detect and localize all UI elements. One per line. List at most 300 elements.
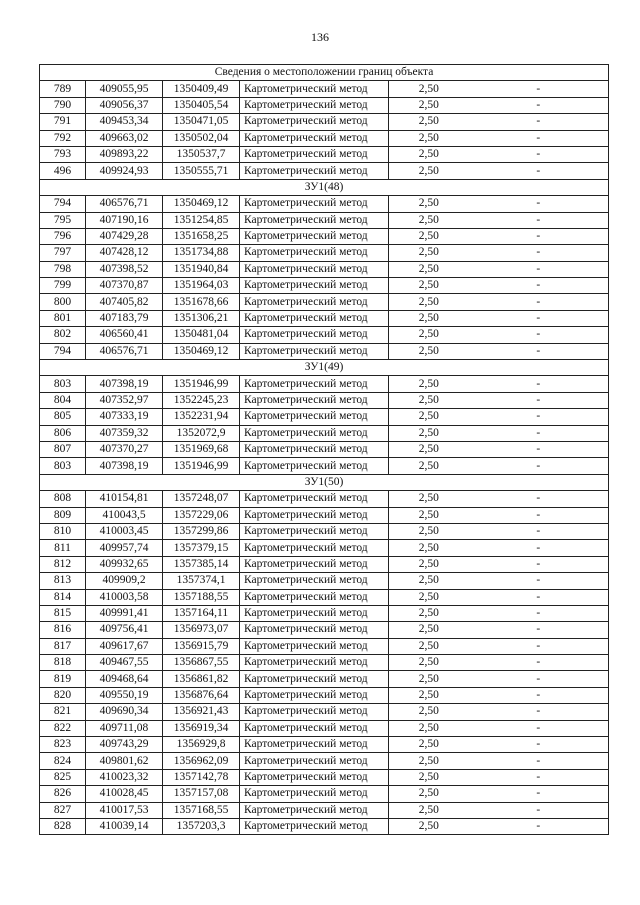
point-number-cell: 818 [40, 655, 86, 671]
note-cell: - [469, 392, 609, 408]
table-row [40, 425, 609, 441]
method-cell: Картометрический метод [240, 671, 389, 687]
y-coordinate-cell: 1350405,54 [163, 97, 240, 113]
table-header-row [40, 65, 609, 81]
y-coordinate-cell: 1356962,09 [163, 753, 240, 769]
method-cell: Картометрический метод [240, 196, 389, 212]
accuracy-cell: 2,50 [389, 130, 469, 146]
point-number-cell: 814 [40, 589, 86, 605]
y-coordinate-cell: 1357168,55 [163, 802, 240, 818]
point-number-cell: 820 [40, 687, 86, 703]
y-coordinate-cell: 1350502,04 [163, 130, 240, 146]
section-label: ЗУ1(50) [40, 474, 609, 490]
note-cell: - [469, 294, 609, 310]
coordinates-table [39, 64, 609, 835]
point-number-cell: 801 [40, 310, 86, 326]
accuracy-cell: 2,50 [389, 261, 469, 277]
method-cell: Картометрический метод [240, 540, 389, 556]
x-coordinate-cell: 410154,81 [86, 491, 163, 507]
method-cell: Картометрический метод [240, 278, 389, 294]
note-cell: - [469, 261, 609, 277]
accuracy-cell: 2,50 [389, 720, 469, 736]
accuracy-cell: 2,50 [389, 310, 469, 326]
table-row [40, 802, 609, 818]
note-cell: - [469, 769, 609, 785]
method-cell: Картометрический метод [240, 343, 389, 359]
x-coordinate-cell: 407398,52 [86, 261, 163, 277]
point-number-cell: 810 [40, 523, 86, 539]
x-coordinate-cell: 407398,19 [86, 376, 163, 392]
method-cell: Картометрический метод [240, 507, 389, 523]
x-coordinate-cell: 409453,34 [86, 114, 163, 130]
accuracy-cell: 2,50 [389, 228, 469, 244]
method-cell: Картометрический метод [240, 130, 389, 146]
method-cell: Картометрический метод [240, 228, 389, 244]
note-cell: - [469, 310, 609, 326]
note-cell: - [469, 540, 609, 556]
y-coordinate-cell: 1357142,78 [163, 769, 240, 785]
method-cell: Картометрический метод [240, 81, 389, 97]
point-number-cell: 821 [40, 704, 86, 720]
note-cell: - [469, 376, 609, 392]
note-cell: - [469, 130, 609, 146]
y-coordinate-cell: 1357299,86 [163, 523, 240, 539]
point-number-cell: 795 [40, 212, 86, 228]
y-coordinate-cell: 1350555,71 [163, 163, 240, 179]
method-cell: Картометрический метод [240, 704, 389, 720]
section-label-row [40, 360, 609, 376]
method-cell: Картометрический метод [240, 818, 389, 834]
x-coordinate-cell: 409756,41 [86, 622, 163, 638]
note-cell: - [469, 163, 609, 179]
method-cell: Картометрический метод [240, 523, 389, 539]
note-cell: - [469, 818, 609, 834]
point-number-cell: 799 [40, 278, 86, 294]
note-cell: - [469, 343, 609, 359]
y-coordinate-cell: 1356929,8 [163, 737, 240, 753]
x-coordinate-cell: 409617,67 [86, 638, 163, 654]
y-coordinate-cell: 1357385,14 [163, 556, 240, 572]
point-number-cell: 792 [40, 130, 86, 146]
accuracy-cell: 2,50 [389, 786, 469, 802]
table-row [40, 622, 609, 638]
point-number-cell: 790 [40, 97, 86, 113]
accuracy-cell: 2,50 [389, 212, 469, 228]
accuracy-cell: 2,50 [389, 671, 469, 687]
note-cell: - [469, 425, 609, 441]
accuracy-cell: 2,50 [389, 687, 469, 703]
note-cell: - [469, 753, 609, 769]
table-row [40, 441, 609, 457]
note-cell: - [469, 655, 609, 671]
accuracy-cell: 2,50 [389, 769, 469, 785]
method-cell: Картометрический метод [240, 310, 389, 326]
note-cell: - [469, 212, 609, 228]
y-coordinate-cell: 1357379,15 [163, 540, 240, 556]
method-cell: Картометрический метод [240, 802, 389, 818]
method-cell: Картометрический метод [240, 622, 389, 638]
table-row [40, 589, 609, 605]
point-number-cell: 824 [40, 753, 86, 769]
accuracy-cell: 2,50 [389, 409, 469, 425]
x-coordinate-cell: 409711,08 [86, 720, 163, 736]
method-cell: Картометрический метод [240, 687, 389, 703]
point-number-cell: 811 [40, 540, 86, 556]
table-row [40, 392, 609, 408]
point-number-cell: 825 [40, 769, 86, 785]
y-coordinate-cell: 1351306,21 [163, 310, 240, 326]
method-cell: Картометрический метод [240, 245, 389, 261]
point-number-cell: 789 [40, 81, 86, 97]
note-cell: - [469, 327, 609, 343]
y-coordinate-cell: 1352231,94 [163, 409, 240, 425]
method-cell: Картометрический метод [240, 786, 389, 802]
table-row [40, 458, 609, 474]
y-coordinate-cell: 1356876,64 [163, 687, 240, 703]
x-coordinate-cell: 409893,22 [86, 146, 163, 162]
x-coordinate-cell: 407429,28 [86, 228, 163, 244]
accuracy-cell: 2,50 [389, 441, 469, 457]
method-cell: Картометрический метод [240, 425, 389, 441]
table-row [40, 753, 609, 769]
table-title: Сведения о местоположении границ объекта [40, 65, 609, 81]
x-coordinate-cell: 410023,32 [86, 769, 163, 785]
method-cell: Картометрический метод [240, 114, 389, 130]
point-number-cell: 828 [40, 818, 86, 834]
y-coordinate-cell: 1351964,03 [163, 278, 240, 294]
note-cell: - [469, 245, 609, 261]
x-coordinate-cell: 409743,29 [86, 737, 163, 753]
note-cell: - [469, 458, 609, 474]
table-row [40, 818, 609, 834]
point-number-cell: 809 [40, 507, 86, 523]
accuracy-cell: 2,50 [389, 163, 469, 179]
accuracy-cell: 2,50 [389, 343, 469, 359]
x-coordinate-cell: 407398,19 [86, 458, 163, 474]
method-cell: Картометрический метод [240, 458, 389, 474]
note-cell: - [469, 81, 609, 97]
table-row [40, 376, 609, 392]
y-coordinate-cell: 1350537,7 [163, 146, 240, 162]
table-row [40, 278, 609, 294]
method-cell: Картометрический метод [240, 737, 389, 753]
y-coordinate-cell: 1357164,11 [163, 605, 240, 621]
point-number-cell: 794 [40, 196, 86, 212]
point-number-cell: 802 [40, 327, 86, 343]
note-cell: - [469, 409, 609, 425]
accuracy-cell: 2,50 [389, 818, 469, 834]
section-label-row [40, 179, 609, 195]
table-row [40, 97, 609, 113]
accuracy-cell: 2,50 [389, 81, 469, 97]
table-row [40, 327, 609, 343]
accuracy-cell: 2,50 [389, 655, 469, 671]
method-cell: Картометрический метод [240, 327, 389, 343]
x-coordinate-cell: 409467,55 [86, 655, 163, 671]
method-cell: Картометрический метод [240, 294, 389, 310]
table-row [40, 343, 609, 359]
y-coordinate-cell: 1351946,99 [163, 458, 240, 474]
point-number-cell: 808 [40, 491, 86, 507]
y-coordinate-cell: 1352072,9 [163, 425, 240, 441]
point-number-cell: 817 [40, 638, 86, 654]
accuracy-cell: 2,50 [389, 278, 469, 294]
accuracy-cell: 2,50 [389, 294, 469, 310]
note-cell: - [469, 491, 609, 507]
method-cell: Картометрический метод [240, 605, 389, 621]
note-cell: - [469, 786, 609, 802]
point-number-cell: 803 [40, 458, 86, 474]
y-coordinate-cell: 1351678,66 [163, 294, 240, 310]
y-coordinate-cell: 1350481,04 [163, 327, 240, 343]
method-cell: Картометрический метод [240, 409, 389, 425]
point-number-cell: 800 [40, 294, 86, 310]
table-row [40, 130, 609, 146]
x-coordinate-cell: 409056,37 [86, 97, 163, 113]
y-coordinate-cell: 1357157,08 [163, 786, 240, 802]
note-cell: - [469, 523, 609, 539]
note-cell: - [469, 228, 609, 244]
method-cell: Картометрический метод [240, 441, 389, 457]
x-coordinate-cell: 410003,58 [86, 589, 163, 605]
note-cell: - [469, 704, 609, 720]
note-cell: - [469, 605, 609, 621]
accuracy-cell: 2,50 [389, 376, 469, 392]
table-row [40, 737, 609, 753]
x-coordinate-cell: 407359,32 [86, 425, 163, 441]
y-coordinate-cell: 1350469,12 [163, 343, 240, 359]
y-coordinate-cell: 1357248,07 [163, 491, 240, 507]
note-cell: - [469, 507, 609, 523]
x-coordinate-cell: 406560,41 [86, 327, 163, 343]
accuracy-cell: 2,50 [389, 704, 469, 720]
x-coordinate-cell: 409957,74 [86, 540, 163, 556]
accuracy-cell: 2,50 [389, 97, 469, 113]
x-coordinate-cell: 410028,45 [86, 786, 163, 802]
x-coordinate-cell: 409909,2 [86, 573, 163, 589]
x-coordinate-cell: 409932,65 [86, 556, 163, 572]
table-row [40, 704, 609, 720]
x-coordinate-cell: 409055,95 [86, 81, 163, 97]
accuracy-cell: 2,50 [389, 605, 469, 621]
method-cell: Картометрический метод [240, 655, 389, 671]
method-cell: Картометрический метод [240, 146, 389, 162]
note-cell: - [469, 146, 609, 162]
note-cell: - [469, 802, 609, 818]
method-cell: Картометрический метод [240, 163, 389, 179]
y-coordinate-cell: 1350469,12 [163, 196, 240, 212]
x-coordinate-cell: 409924,93 [86, 163, 163, 179]
point-number-cell: 822 [40, 720, 86, 736]
section-label: ЗУ1(49) [40, 360, 609, 376]
table-row [40, 556, 609, 572]
accuracy-cell: 2,50 [389, 638, 469, 654]
x-coordinate-cell: 407333,19 [86, 409, 163, 425]
y-coordinate-cell: 1351969,68 [163, 441, 240, 457]
note-cell: - [469, 687, 609, 703]
x-coordinate-cell: 406576,71 [86, 343, 163, 359]
accuracy-cell: 2,50 [389, 491, 469, 507]
note-cell: - [469, 671, 609, 687]
y-coordinate-cell: 1357374,1 [163, 573, 240, 589]
y-coordinate-cell: 1356861,82 [163, 671, 240, 687]
y-coordinate-cell: 1357203,3 [163, 818, 240, 834]
x-coordinate-cell: 407183,79 [86, 310, 163, 326]
point-number-cell: 813 [40, 573, 86, 589]
method-cell: Картометрический метод [240, 638, 389, 654]
method-cell: Картометрический метод [240, 261, 389, 277]
point-number-cell: 826 [40, 786, 86, 802]
accuracy-cell: 2,50 [389, 753, 469, 769]
point-number-cell: 816 [40, 622, 86, 638]
method-cell: Картометрический метод [240, 376, 389, 392]
accuracy-cell: 2,50 [389, 196, 469, 212]
accuracy-cell: 2,50 [389, 589, 469, 605]
table-row [40, 228, 609, 244]
y-coordinate-cell: 1356973,07 [163, 622, 240, 638]
note-cell: - [469, 114, 609, 130]
point-number-cell: 796 [40, 228, 86, 244]
accuracy-cell: 2,50 [389, 622, 469, 638]
x-coordinate-cell: 409801,62 [86, 753, 163, 769]
accuracy-cell: 2,50 [389, 425, 469, 441]
y-coordinate-cell: 1356919,34 [163, 720, 240, 736]
table-row [40, 540, 609, 556]
point-number-cell: 793 [40, 146, 86, 162]
table-row [40, 671, 609, 687]
accuracy-cell: 2,50 [389, 507, 469, 523]
table-row [40, 245, 609, 261]
table-row [40, 196, 609, 212]
point-number-cell: 812 [40, 556, 86, 572]
accuracy-cell: 2,50 [389, 392, 469, 408]
point-number-cell: 807 [40, 441, 86, 457]
x-coordinate-cell: 407370,27 [86, 441, 163, 457]
table-row [40, 261, 609, 277]
table-row [40, 720, 609, 736]
point-number-cell: 803 [40, 376, 86, 392]
accuracy-cell: 2,50 [389, 245, 469, 261]
accuracy-cell: 2,50 [389, 556, 469, 572]
point-number-cell: 823 [40, 737, 86, 753]
table-row [40, 294, 609, 310]
point-number-cell: 791 [40, 114, 86, 130]
note-cell: - [469, 638, 609, 654]
x-coordinate-cell: 407352,97 [86, 392, 163, 408]
x-coordinate-cell: 409690,34 [86, 704, 163, 720]
table-row [40, 769, 609, 785]
table-row [40, 573, 609, 589]
method-cell: Картометрический метод [240, 97, 389, 113]
accuracy-cell: 2,50 [389, 327, 469, 343]
table-row [40, 81, 609, 97]
accuracy-cell: 2,50 [389, 573, 469, 589]
page-number: 136 [311, 30, 329, 44]
note-cell: - [469, 556, 609, 572]
point-number-cell: 819 [40, 671, 86, 687]
x-coordinate-cell: 407405,82 [86, 294, 163, 310]
point-number-cell: 806 [40, 425, 86, 441]
y-coordinate-cell: 1351254,85 [163, 212, 240, 228]
accuracy-cell: 2,50 [389, 523, 469, 539]
x-coordinate-cell: 409663,02 [86, 130, 163, 146]
point-number-cell: 794 [40, 343, 86, 359]
accuracy-cell: 2,50 [389, 802, 469, 818]
y-coordinate-cell: 1356915,79 [163, 638, 240, 654]
accuracy-cell: 2,50 [389, 540, 469, 556]
accuracy-cell: 2,50 [389, 458, 469, 474]
table-row [40, 409, 609, 425]
note-cell: - [469, 97, 609, 113]
note-cell: - [469, 441, 609, 457]
y-coordinate-cell: 1352245,23 [163, 392, 240, 408]
y-coordinate-cell: 1357229,06 [163, 507, 240, 523]
x-coordinate-cell: 409468,64 [86, 671, 163, 687]
method-cell: Картометрический метод [240, 556, 389, 572]
table-row [40, 638, 609, 654]
method-cell: Картометрический метод [240, 212, 389, 228]
table-row [40, 212, 609, 228]
note-cell: - [469, 589, 609, 605]
x-coordinate-cell: 409550,19 [86, 687, 163, 703]
y-coordinate-cell: 1351940,84 [163, 261, 240, 277]
point-number-cell: 815 [40, 605, 86, 621]
method-cell: Картометрический метод [240, 392, 389, 408]
point-number-cell: 496 [40, 163, 86, 179]
accuracy-cell: 2,50 [389, 114, 469, 130]
x-coordinate-cell: 410003,45 [86, 523, 163, 539]
point-number-cell: 797 [40, 245, 86, 261]
y-coordinate-cell: 1356867,55 [163, 655, 240, 671]
table-row [40, 687, 609, 703]
note-cell: - [469, 573, 609, 589]
accuracy-cell: 2,50 [389, 737, 469, 753]
method-cell: Картометрический метод [240, 720, 389, 736]
table-row [40, 605, 609, 621]
note-cell: - [469, 278, 609, 294]
section-label-row [40, 474, 609, 490]
note-cell: - [469, 737, 609, 753]
x-coordinate-cell: 407190,16 [86, 212, 163, 228]
table-row [40, 146, 609, 162]
method-cell: Картометрический метод [240, 573, 389, 589]
y-coordinate-cell: 1357188,55 [163, 589, 240, 605]
x-coordinate-cell: 410017,53 [86, 802, 163, 818]
table-row [40, 786, 609, 802]
accuracy-cell: 2,50 [389, 146, 469, 162]
table-row [40, 163, 609, 179]
table-row [40, 655, 609, 671]
y-coordinate-cell: 1351734,88 [163, 245, 240, 261]
x-coordinate-cell: 409991,41 [86, 605, 163, 621]
y-coordinate-cell: 1356921,43 [163, 704, 240, 720]
x-coordinate-cell: 410039,14 [86, 818, 163, 834]
method-cell: Картометрический метод [240, 753, 389, 769]
y-coordinate-cell: 1351946,99 [163, 376, 240, 392]
table-row [40, 114, 609, 130]
y-coordinate-cell: 1351658,25 [163, 228, 240, 244]
x-coordinate-cell: 407428,12 [86, 245, 163, 261]
y-coordinate-cell: 1350409,49 [163, 81, 240, 97]
method-cell: Картометрический метод [240, 589, 389, 605]
x-coordinate-cell: 407370,87 [86, 278, 163, 294]
method-cell: Картометрический метод [240, 491, 389, 507]
note-cell: - [469, 196, 609, 212]
table-row [40, 507, 609, 523]
table-row [40, 491, 609, 507]
table-row [40, 310, 609, 326]
point-number-cell: 827 [40, 802, 86, 818]
